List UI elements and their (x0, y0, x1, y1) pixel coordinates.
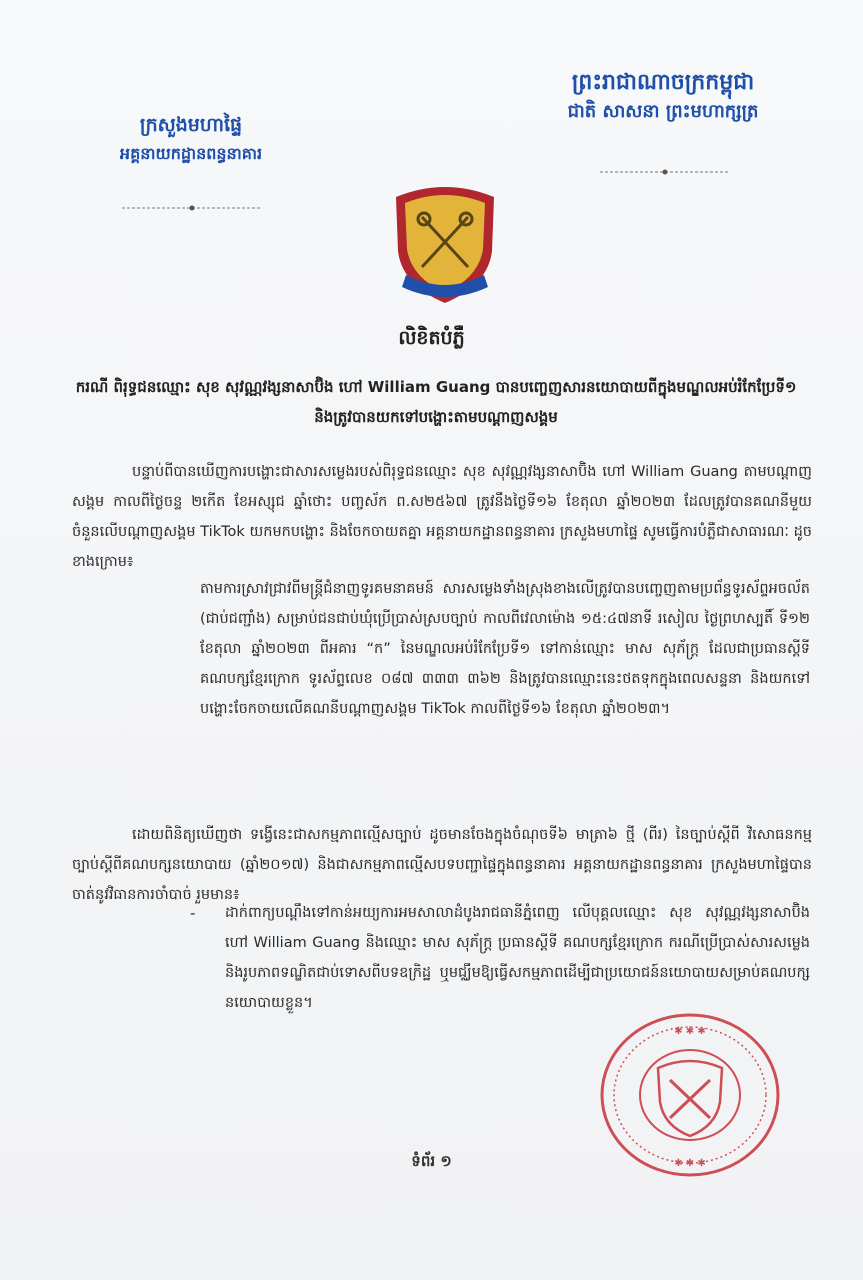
page-number: ទំព័រ ១ (411, 1152, 452, 1170)
measures-paragraph: ដោយពិនិត្យឃើញថា ទង្វើនេះជាសកម្មភាពល្មើសច្បាប់ ដូចមានចែងក្នុងចំណុចទី៦ មាត្រា៦ ថ្មី (ពីរ) នៃច្បាប់ស្ដីពី វិសោធនកម្មច្បាប់ស្ដីពីគណបក្សនយោបាយ (ឆ្នាំ២០១៧) និងជាសកម្មភាពល្មើសបទបញ្ជាផ្ទៃក្នុងពន្ធនាគារ អគ្គនាយកដ្ឋានពន្ធនាគារ ក្រសួងមហាផ្ទៃបានចាត់នូវវិធានការចាំបាច់ រួមមាន៖ (72, 827, 812, 903)
findings-paragraph: តាមការស្រាវជ្រាវពីមន្ត្រីជំនាញទូរគមនាគមន៍ សារសម្លេងទាំងស្រុងខាងលើត្រូវបានបញ្ចេញតាមប្រព័ន្ធទូរស័ព្ទអចល័ត (ជាប់ជញ្ជាំង) សម្រាប់ជនជាប់ឃុំប្រើប្រាស់ស្របច្បាប់ កាលពីវេលាម៉ោង ១៥:៤៧នាទី រសៀល ថ្ងៃព្រហស្បតិ៍ ទី១២ ខែតុលា ឆ្នាំ២០២៣ ពីអគារ “ក” នៃមណ្ឌលអប់រំកែប្រែទី១ ទៅកាន់ឈ្មោះ មាស សុភ័ក្រ្ត ដែលជាប្រធានស្ដីទី គណបក្សខ្មែរក្រោក ទូរស័ព្ទលេខ ០៨៧ ៣៣៣ ៣៦២ និងត្រូវបានឈ្មោះនេះថតទុកក្នុងពេលសន្ទនា និងយកទៅបង្ហោះចែកចាយលើគណនីបណ្ដាញសង្គម TikTok កាលពីថ្ងៃទី១៦ ខែតុលា ឆ្នាំ២០២៣។ (200, 581, 810, 717)
kingdom-name: ព្រះរាជាណាចក្រកម្ពុជា (571, 69, 755, 95)
measure-list-item: ដាក់ពាក្យបណ្ដឹងទៅកាន់អយ្យការអមសាលាដំបូងរាជធានីភ្នំពេញ លើបុគ្គលឈ្មោះ សុខ សុវណ្ណវង្សនាសាប៊ិង ហៅ William Guang និងឈ្មោះ មាស សុភ័ក្រ្ត ប្រធានស្ដីទី គណបក្សខ្មែរក្រោក ករណីប្រើប្រាស់សារសម្លេង និងរូបភាពទណ្ឌិតជាប់ទោសពីបទឧក្រិដ្ឋ ឬមជ្ឈឹមឱ្យធ្វើសកម្មភាពដើម្បីជាប្រយោជន៍នយោបាយសម្រាប់គណបក្សនយោបាយខ្លួន។ (225, 905, 810, 1011)
kingdom-header (533, 66, 793, 126)
department-name: អគ្គនាយកដ្ឋានពន្ធនាគារ (119, 144, 263, 163)
ministry-name: ក្រសួងមហាផ្ទៃ (139, 114, 243, 136)
prison-department-emblem (388, 183, 502, 307)
document-title: លិខិតបំភ្លឺ (398, 327, 465, 349)
svg-text:✱ ✱ ✱: ✱ ✱ ✱ (674, 1158, 706, 1169)
header-ornament-left (122, 204, 262, 212)
svg-text:✱ ✱ ✱: ✱ ✱ ✱ (674, 1026, 706, 1037)
header-ornament-right (600, 168, 730, 176)
intro-paragraph: បន្ទាប់ពីបានឃើញការបង្ហោះជាសារសម្លេងរបស់ពិរុទ្ធជនឈ្មោះ សុខ សុវណ្ណវង្សនាសាប៊ិង ហៅ William Guang តាមបណ្ដាញសង្គម កាលពីថ្ងៃចន្ទ ២កើត ខែអស្សុជ ឆ្នាំថោះ បញ្ចស័ក ព.ស២៥៦៧ ត្រូវនឹងថ្ងៃទី១៦ ខែតុលា ឆ្នាំ២០២៣ ដែលត្រូវបានគណនីមួយចំនួនលើបណ្ដាញសង្គម TikTok យកមកបង្ហោះ និងចែកចាយតគ្នា អគ្គនាយកដ្ឋានពន្ធនាគារ ក្រសួងមហាផ្ទៃ សូមធ្វើការបំភ្លឺជាសាធារណៈ ដូចខាងក្រោម៖ (72, 464, 812, 570)
bullet-marker: - (190, 904, 196, 922)
ministry-header (86, 110, 296, 168)
document-subject: ករណី ពិរុទ្ធជនឈ្មោះ សុខ សុវណ្ណវង្សនាសាប៊ិង ហៅ William Guang បានបញ្ចេញសារនយោបាយពីក្នុងមណ្ឌលអប់រំកែប្រែទី១ និងត្រូវបានយកទៅបង្ហោះតាមបណ្ដាញសង្គម (75, 378, 797, 426)
national-motto: ជាតិ សាសនា ព្រះមហាក្សត្រ (567, 101, 759, 122)
